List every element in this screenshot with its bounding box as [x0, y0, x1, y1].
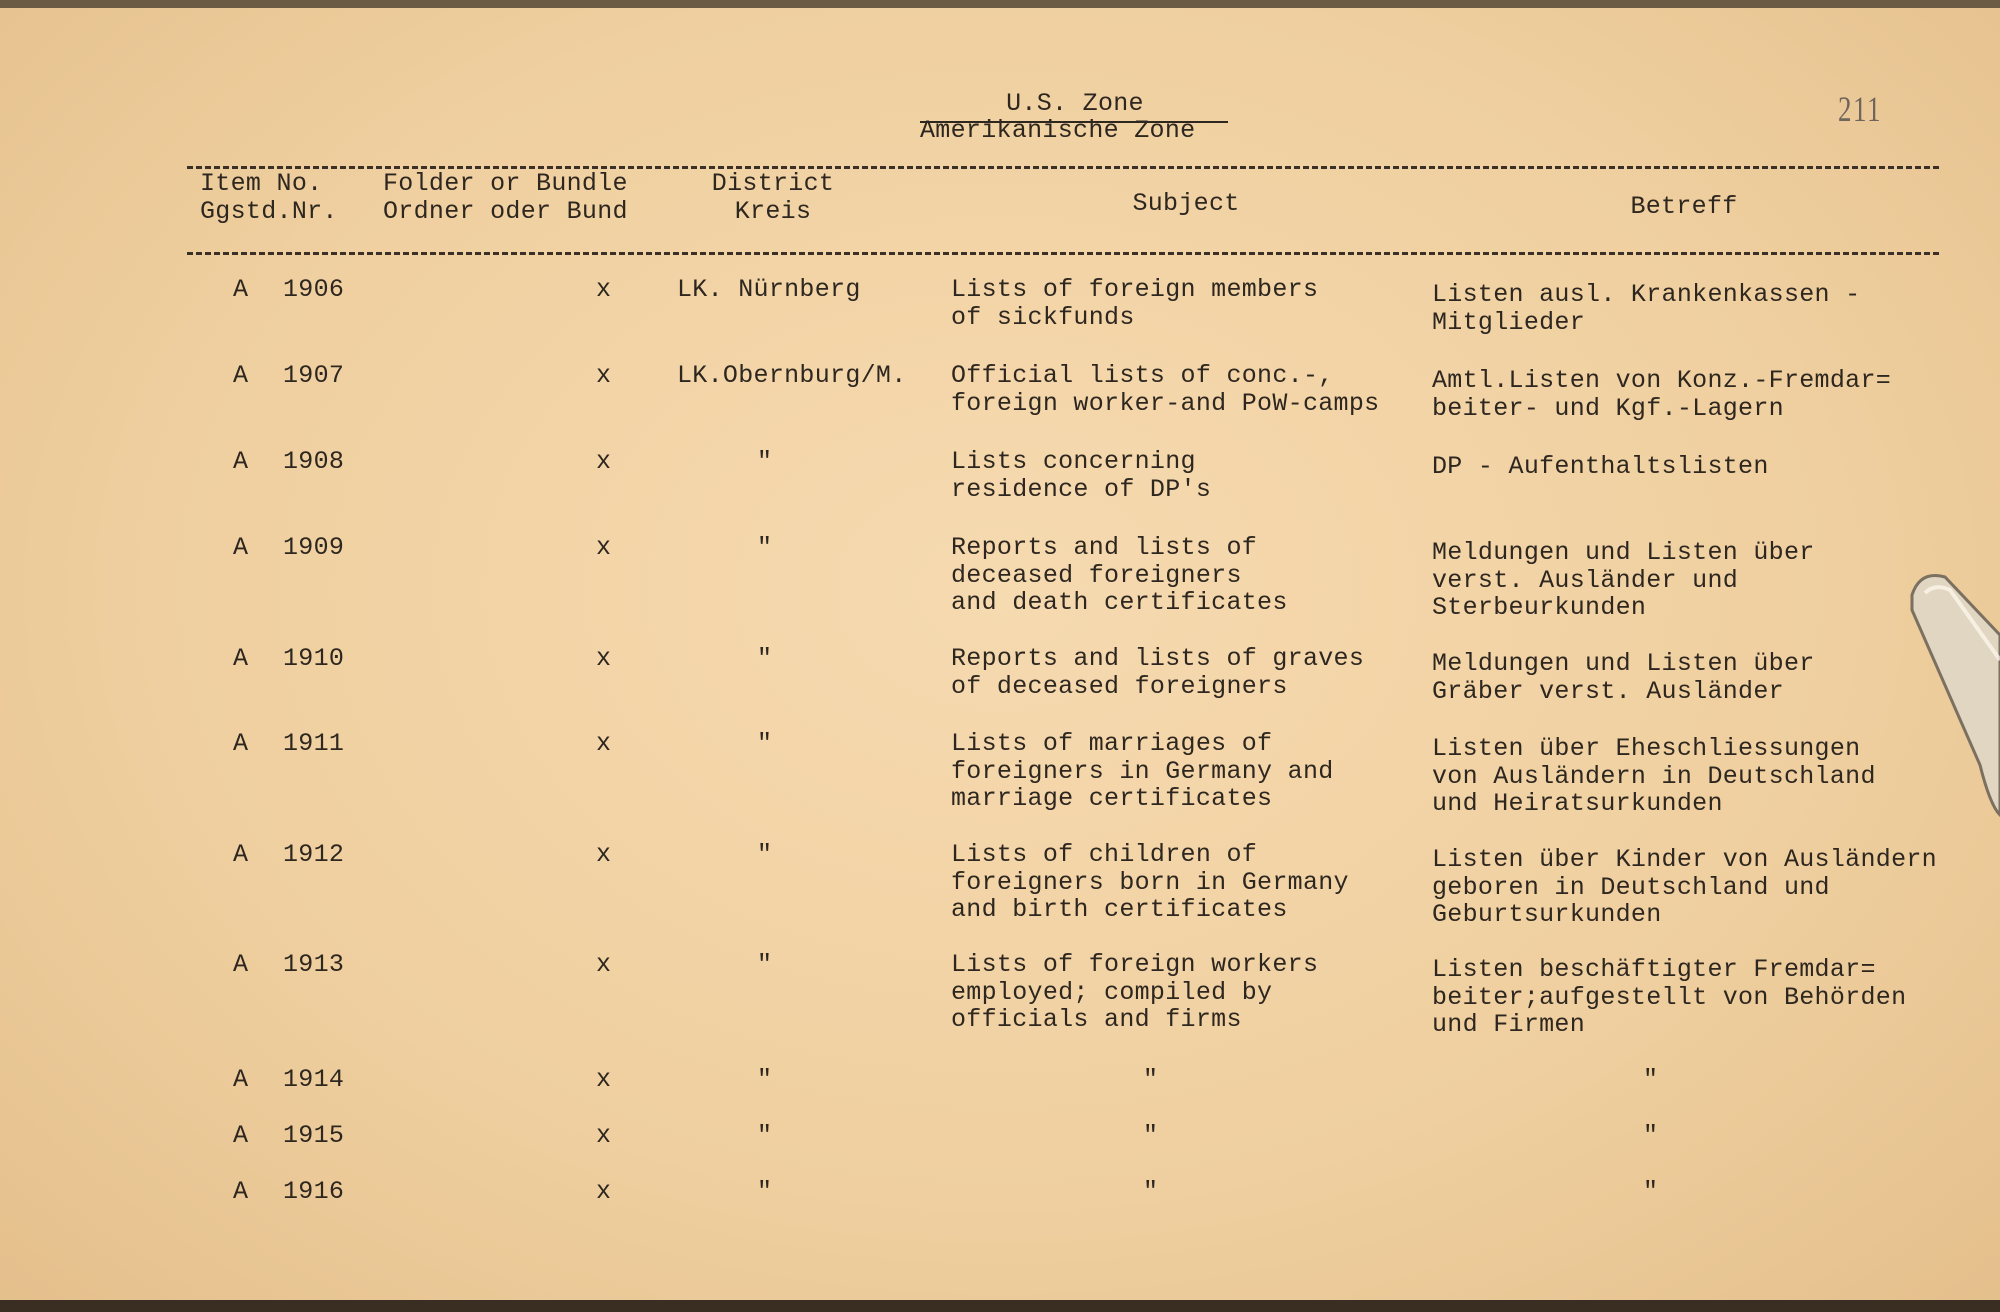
district: " [757, 644, 773, 673]
district: LK. Nürnberg [677, 275, 861, 304]
item-prefix: A [233, 1121, 249, 1150]
item-prefix: A [233, 1065, 249, 1094]
district: " [757, 1121, 773, 1150]
folder-mark: x [596, 361, 612, 390]
item-prefix: A [233, 361, 249, 390]
betreff: " [1643, 1065, 1659, 1094]
item-number: 1912 [283, 840, 345, 869]
folder-mark: x [596, 533, 612, 562]
district: " [757, 950, 773, 979]
item-number: 1909 [283, 533, 345, 562]
betreff: Listen ausl. Krankenkassen - Mitglieder [1432, 280, 1861, 337]
betreff: Meldungen und Listen über verst. Ausländer und Sterbeurkunden [1432, 538, 1815, 622]
subject: Lists of marriages of foreigners in Germany and marriage certificates [951, 729, 1334, 813]
district: LK.Obernburg/M. [677, 361, 907, 390]
district: " [757, 447, 773, 476]
subject: Lists of children of foreigners born in Germany and birth certificates [951, 840, 1349, 924]
betreff: Amtl.Listen von Konz.-Fremdar= beiter- und Kgf.-Lagern [1432, 366, 1892, 423]
header-bottom-rule [187, 252, 1939, 255]
page-number: 211 [1838, 89, 1883, 129]
betreff: " [1643, 1121, 1659, 1150]
column-header-folder: Folder or Bundle Ordner oder Bund [383, 169, 628, 226]
folder-mark: x [596, 447, 612, 476]
subject: " [1143, 1065, 1159, 1094]
subject: Reports and lists of graves of deceased foreigners [951, 644, 1365, 701]
table-row [0, 729, 2000, 818]
table-row [0, 533, 2000, 622]
column-header-item: Item No. Ggstd.Nr. [200, 169, 338, 226]
table-row [0, 361, 2000, 423]
betreff: Meldungen und Listen über Gräber verst. Ausländer [1432, 649, 1815, 706]
column-header-betreff: Betreff [1630, 192, 1738, 221]
item-prefix: A [233, 840, 249, 869]
subject: Lists concerning residence of DP's [951, 447, 1212, 504]
subject: Reports and lists of deceased foreigners and death certificates [951, 533, 1288, 617]
page-bottom-edge [0, 1300, 2000, 1312]
subject: Official lists of conc.-, foreign worker-and PoW-camps [951, 361, 1380, 418]
item-number: 1914 [283, 1065, 345, 1094]
zone-title-de: Amerikanische Zone [920, 116, 1196, 145]
folder-mark: x [596, 729, 612, 758]
subject: " [1143, 1121, 1159, 1150]
betreff: Listen über Kinder von Ausländern geboren in Deutschland und Geburtsurkunden [1432, 845, 1937, 929]
folder-mark: x [596, 275, 612, 304]
item-prefix: A [233, 447, 249, 476]
item-prefix: A [233, 533, 249, 562]
zone-title-en: U.S. Zone [1006, 89, 1144, 118]
item-prefix: A [233, 644, 249, 673]
item-number: 1910 [283, 644, 345, 673]
column-header-district: District Kreis [711, 169, 835, 226]
table-row [0, 447, 2000, 504]
column-header-subject: Subject [1132, 189, 1240, 218]
district: " [757, 533, 773, 562]
item-number: 1911 [283, 729, 345, 758]
table-row [0, 644, 2000, 706]
district: " [757, 729, 773, 758]
table-row [0, 1065, 2000, 1094]
item-number: 1906 [283, 275, 345, 304]
district: " [757, 1065, 773, 1094]
item-prefix: A [233, 950, 249, 979]
folder-mark: x [596, 644, 612, 673]
folder-mark: x [596, 950, 612, 979]
table-row [0, 840, 2000, 929]
betreff: Listen beschäftigter Fremdar= beiter;aufgestellt von Behörden und Firmen [1432, 955, 1907, 1039]
subject: " [1143, 1177, 1159, 1206]
item-number: 1913 [283, 950, 345, 979]
table-row [0, 1121, 2000, 1150]
subject: Lists of foreign workers employed; compiled by officials and firms [951, 950, 1319, 1034]
subject: Lists of foreign members of sickfunds [951, 275, 1319, 332]
item-prefix: A [233, 275, 249, 304]
betreff: DP - Aufenthaltslisten [1432, 452, 1769, 481]
betreff: Listen über Eheschliessungen von Ausländern in Deutschland und Heiratsurkunden [1432, 734, 1876, 818]
item-prefix: A [233, 1177, 249, 1206]
folder-mark: x [596, 840, 612, 869]
folder-mark: x [596, 1065, 612, 1094]
item-number: 1908 [283, 447, 345, 476]
page-top-edge [0, 0, 2000, 8]
district: " [757, 840, 773, 869]
table-row [0, 950, 2000, 1039]
district: " [757, 1177, 773, 1206]
folder-mark: x [596, 1177, 612, 1206]
betreff: " [1643, 1177, 1659, 1206]
tweezers-icon [1900, 565, 2000, 825]
item-number: 1915 [283, 1121, 345, 1150]
folder-mark: x [596, 1121, 612, 1150]
item-number: 1916 [283, 1177, 345, 1206]
table-row [0, 1177, 2000, 1206]
table-row [0, 275, 2000, 337]
item-prefix: A [233, 729, 249, 758]
item-number: 1907 [283, 361, 345, 390]
